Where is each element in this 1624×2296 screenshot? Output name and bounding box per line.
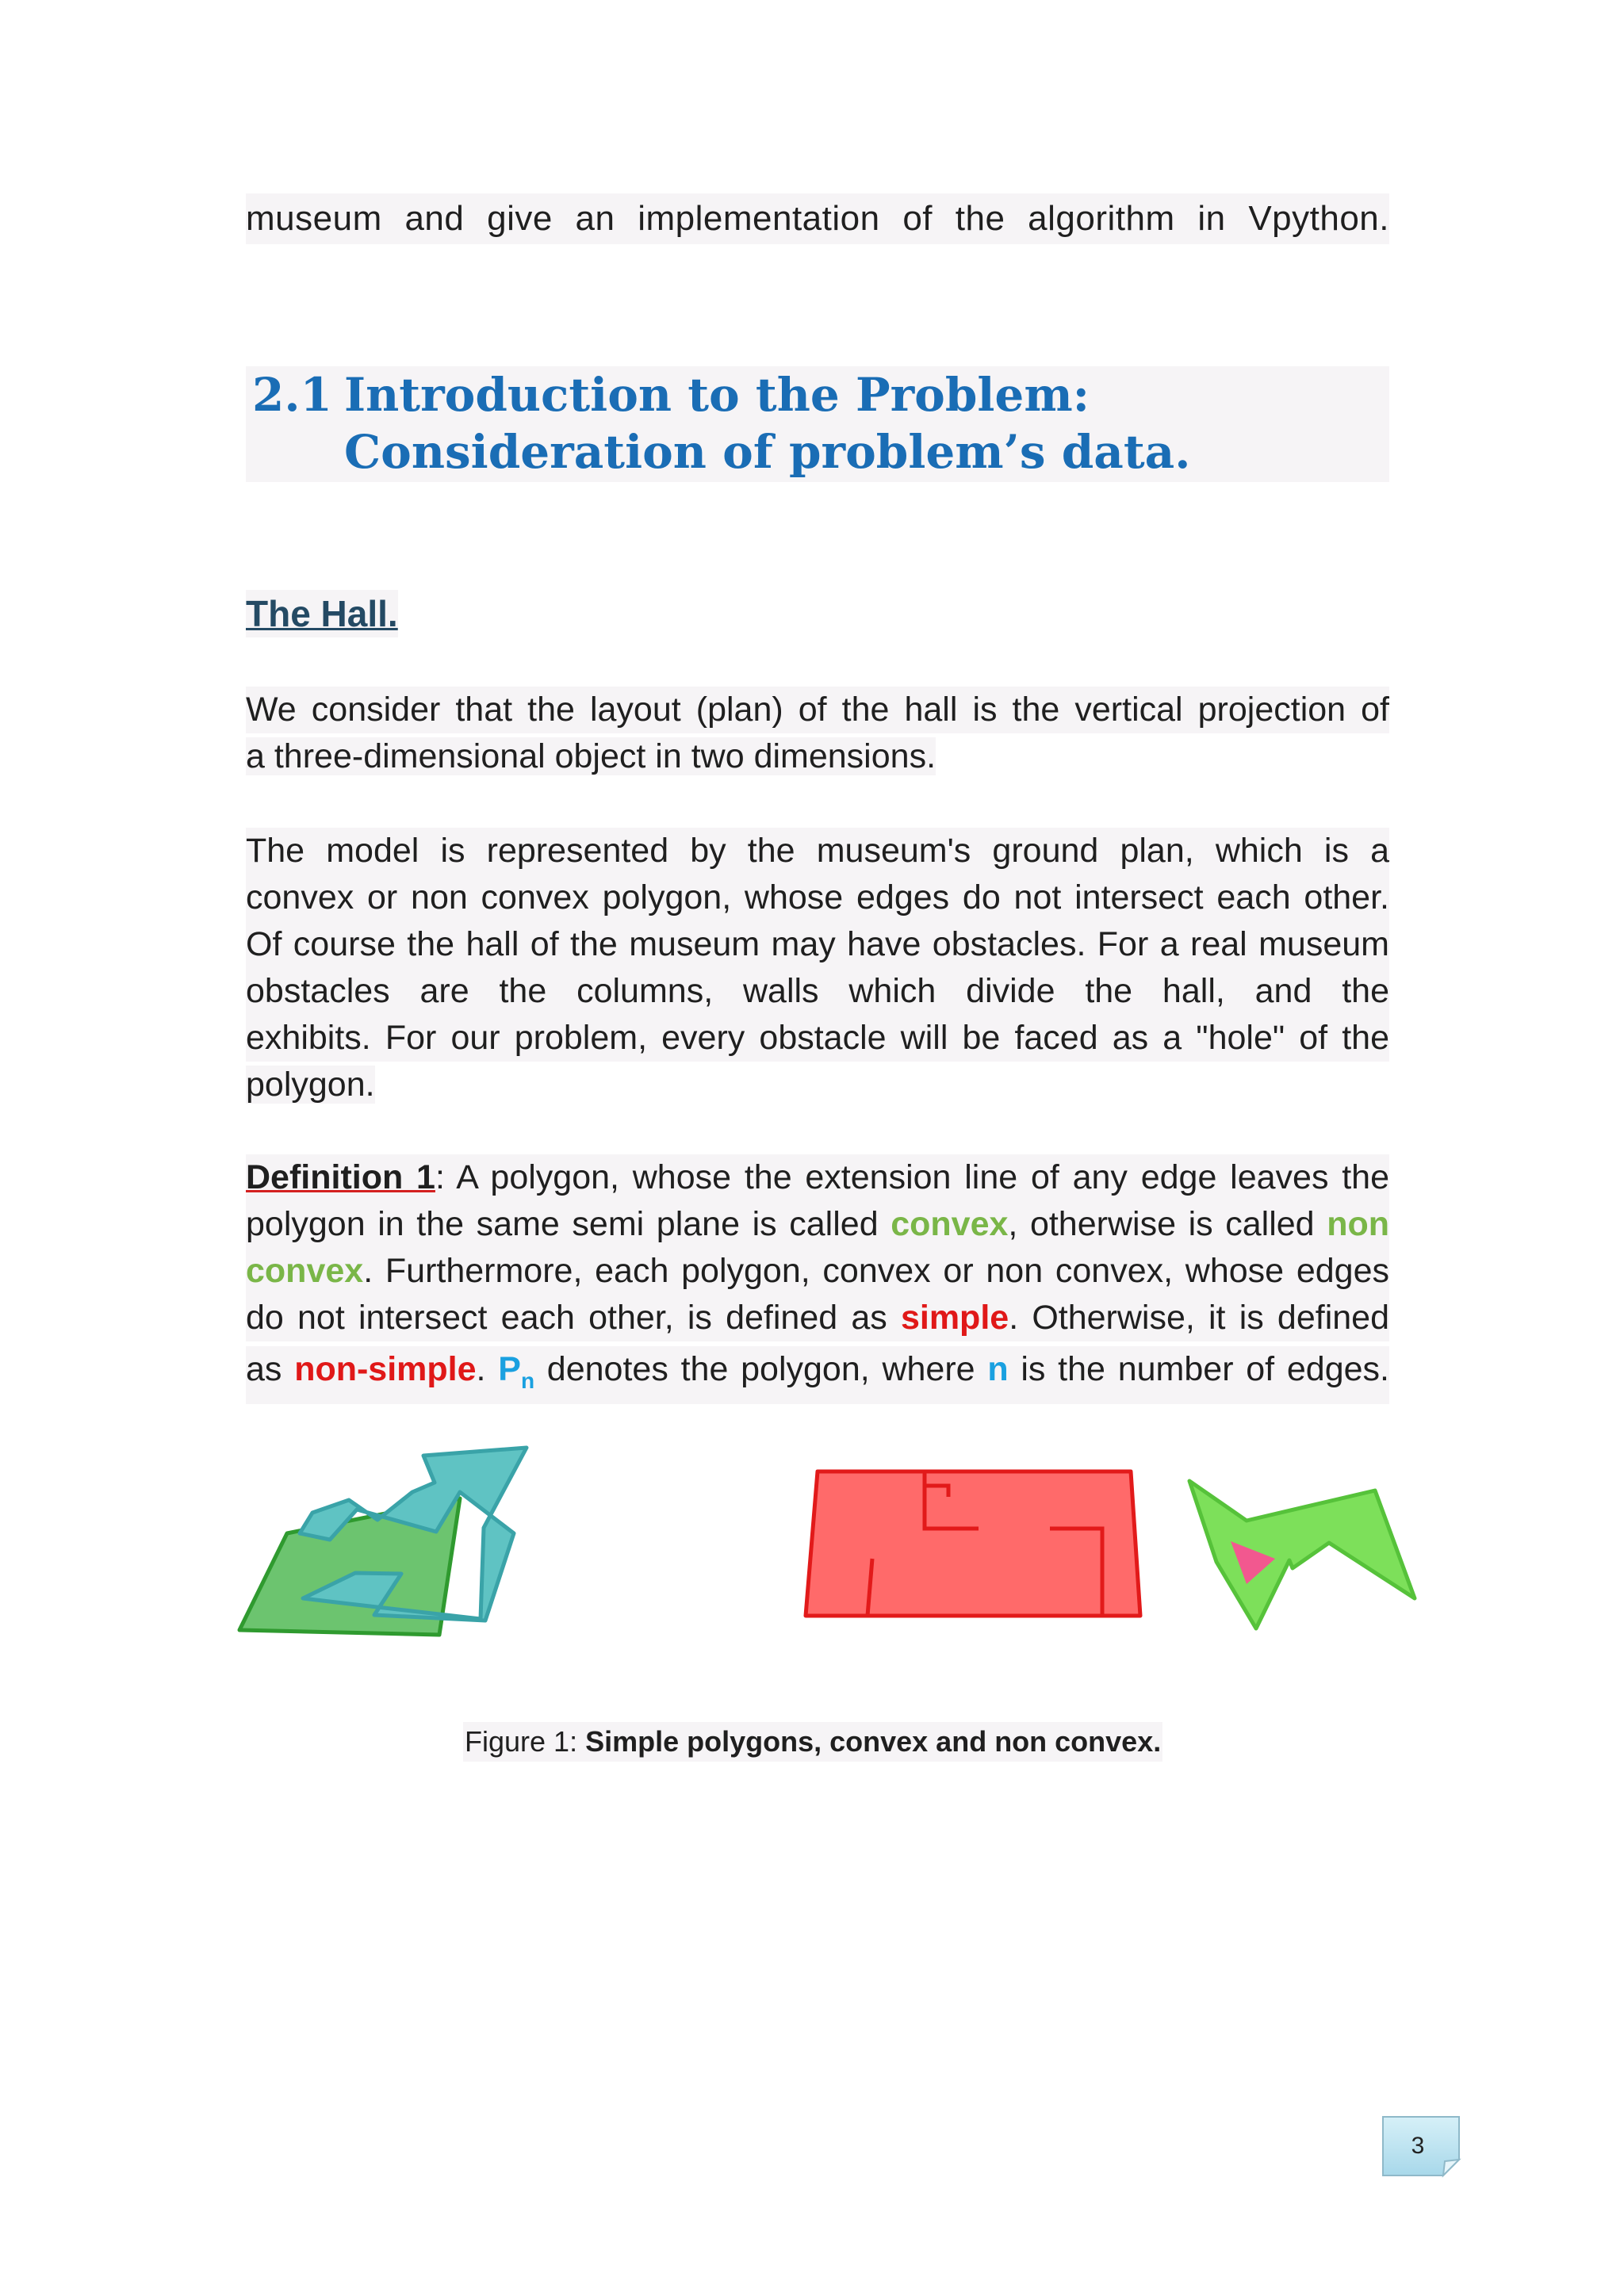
paragraph-line: exhibits. For our problem, every obstacle will be faced as a "hole" of the [246,1015,1389,1062]
definition-text: is the number of edges. [1008,1350,1389,1388]
definition-text: do not intersect each other, is defined as [246,1299,901,1337]
caption-prefix: Figure 1: [465,1725,586,1758]
museum-plan-polygon [806,1471,1140,1616]
definition-text: denotes the polygon, where [534,1350,988,1388]
paragraph-line: The model is represented by the museum's ground plan, which is a [246,828,1389,874]
polygons-figure [230,1443,1451,1681]
figure-caption [463,1722,1162,1762]
paragraph-line: obstacles are the columns, walls which divide the hall, and the [246,968,1389,1015]
definition-term: Definition 1 [246,1158,435,1196]
paragraph-layout [246,687,1389,780]
hall-outline [806,1471,1140,1616]
section-heading [246,366,1389,482]
definition-text: polygon in the same semi plane is called [246,1205,891,1243]
polygon-with-hole [1189,1481,1415,1628]
definition-line [246,1248,1389,1295]
continuation-line: museum and give an implementation of the algorithm in Vpython. [246,193,1389,244]
section-number: 2.1 [252,368,332,422]
paragraph-line: convex or non convex polygon, whose edges do not intersect each other. [246,874,1389,921]
definition-text: . [476,1350,499,1388]
definition-line [246,1346,1389,1404]
term-p-subscript: n [520,1368,535,1393]
outer-polygon [1189,1481,1415,1628]
definition-text: , otherwise is called [1008,1205,1327,1243]
subheading-the-hall: The Hall. [246,590,398,637]
definition-paragraph [246,1154,1389,1404]
term-pn [498,1350,535,1393]
paragraph-line-text: a three-dimensional object in two dimensions. [246,737,936,775]
paragraph-model [246,828,1389,1108]
term-non: non [1327,1205,1389,1243]
term-n: n [987,1350,1009,1388]
paragraph-line [246,1062,1389,1108]
definition-text: as [246,1350,295,1388]
definition-line [246,1201,1389,1248]
term-non-simple: non-simple [294,1350,477,1388]
paragraph-line: We consider that the layout (plan) of the hall is the vertical projection of [246,687,1389,733]
term-convex: convex [891,1205,1009,1243]
term-convex-2: convex [246,1252,364,1290]
caption-title: Simple polygons, convex and non convex. [585,1725,1162,1758]
section-title: Introduction to the Problem: Consideration of problem’s data. [344,368,1191,479]
definition-text: . Otherwise, it is defined [1009,1299,1389,1337]
definition-line [246,1154,1389,1201]
definition-line [246,1295,1389,1341]
paragraph-line [246,733,1389,780]
definition-text: . Furthermore, each polygon, convex or non convex, whose edges [363,1252,1389,1290]
paragraph-line: Of course the hall of the museum may have obstacles. For a real museum [246,921,1389,968]
term-p: P [498,1350,521,1388]
definition-text: : A polygon, whose the extension line of any edge leaves the [435,1158,1390,1196]
paragraph-line-text: polygon. [246,1066,375,1104]
page-number: 3 [1411,2133,1425,2159]
term-simple: simple [900,1299,1009,1337]
